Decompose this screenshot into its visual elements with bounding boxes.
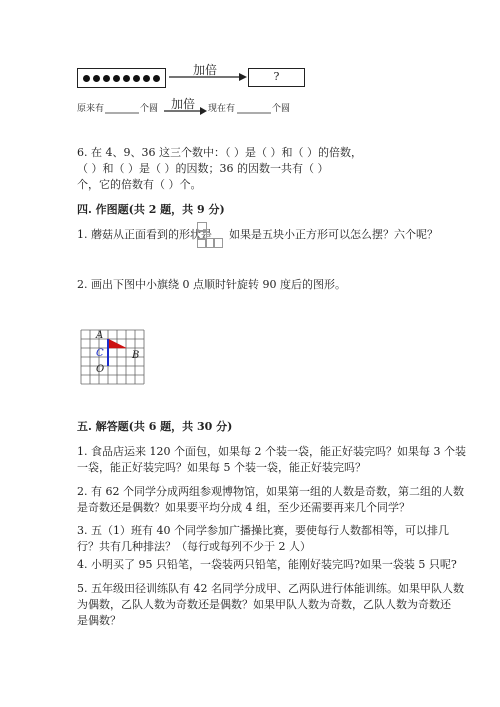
- s5-q3-line1: 3. 五（1）班有 40 个同学参加广播操比赛，要使每行人数都相等，可以排几: [77, 524, 449, 537]
- bottom-unit2: 个圆: [272, 104, 291, 114]
- s5-q5-line1: 5. 五年级田径训练队有 42 名同学分成甲、乙两队进行体能训练。如果甲队人数: [77, 582, 464, 595]
- bottom-unit1: 个圆: [140, 104, 159, 114]
- dot-box: [77, 68, 166, 88]
- s5-q5-line3: 是偶数？: [77, 614, 121, 627]
- dot: [143, 75, 150, 82]
- arrow-bottom-icon: [163, 106, 208, 116]
- mushroom-front-view-figure: [197, 222, 225, 246]
- bottom-prefix: 原来有: [77, 104, 105, 114]
- s4-q2: 2. 画出下图中小旗绕 0 点顺时针旋转 90 度后的图形。: [77, 278, 346, 291]
- bottom-mid: 现在有: [208, 104, 236, 114]
- dot: [133, 75, 140, 82]
- s5-q3-line2: 行？共有几种排法？（每行或每列不少于 2 人）: [77, 540, 311, 553]
- arrow-label-bottom: 加倍: [171, 97, 196, 111]
- q6-line2: （ ）和（ ）是（ ）的因数；36 的因数一共有（ ）: [77, 162, 329, 175]
- label-b: B: [132, 350, 140, 361]
- section4-title: 四. 作图题(共 2 题，共 9 分): [77, 203, 225, 216]
- dot: [113, 75, 120, 82]
- s5-q5-line2: 为偶数，乙队人数为奇数还是偶数？如果甲队人数为奇数，乙队人数为奇数还: [77, 598, 451, 611]
- dot: [123, 75, 130, 82]
- dot: [153, 75, 160, 82]
- s5-q2-line2: 是奇数还是偶数？如果要平均分成 4 组，至少还需要再来几个同学？: [77, 501, 410, 514]
- s4-q1-suffix: 如果是五块小正方形可以怎么摆？六个呢？: [229, 228, 438, 241]
- result-symbol: ?: [273, 70, 280, 83]
- s5-q1-line2: 一袋，能正好装完吗？如果每 5 个装一袋，能正好装完吗？: [77, 461, 366, 474]
- dot: [103, 75, 110, 82]
- s5-q4-line1: 4. 小明买了 95 只铅笔，一袋装两只铅笔，能刚好装完吗?如果一袋装 5 只呢?: [77, 558, 457, 571]
- q6-line3: 个，它的倍数有（ ）个。: [77, 178, 202, 191]
- q6-line1: 6. 在 4、9、36 这三个数中：（ ）是（ ）和（ ）的倍数，: [77, 146, 362, 159]
- blank-line: [105, 112, 139, 115]
- dot: [93, 75, 100, 82]
- label-o: O: [96, 364, 105, 375]
- arrow-label-top: 加倍: [193, 63, 218, 77]
- dot: [83, 75, 90, 82]
- s5-q2-line1: 2. 有 62 个同学分成两组参观博物馆，如果第一组的人数是奇数，第二组的人数: [77, 485, 464, 498]
- arrow-top-icon: [168, 72, 248, 82]
- section5-title: 五. 解答题(共 6 题，共 30 分): [77, 420, 233, 433]
- label-c: C: [96, 348, 104, 359]
- s5-q1-line1: 1. 食品店运来 120 个面包，如果每 2 个装一袋，能正好装完吗？如果每 3 个装: [77, 445, 466, 458]
- blank-line: [237, 112, 271, 115]
- result-box: [248, 68, 305, 87]
- s4-q1-prefix: 1. 蘑菇从正面看到的形状是: [77, 228, 212, 241]
- label-a: A: [96, 330, 104, 341]
